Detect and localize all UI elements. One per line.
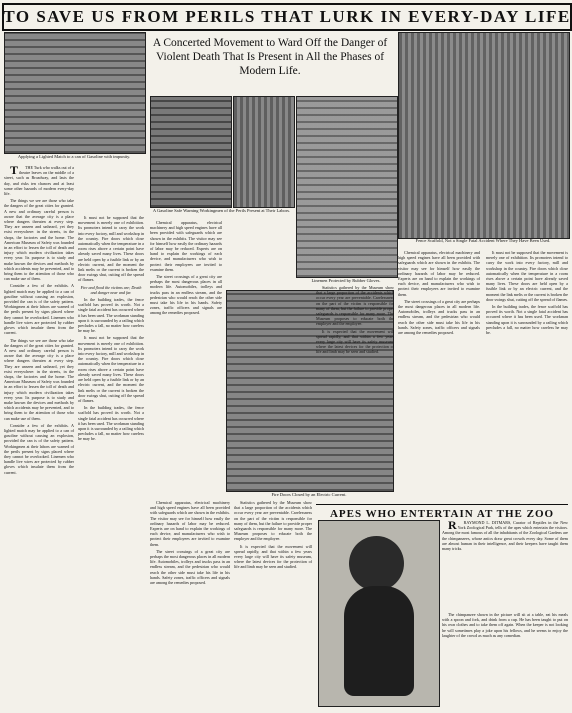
col1-more: Consider a few of the exhibits. A lighted match may be applied to a can of gasoline without causing an explosion, provided the can is of the safety pattern. Workingmen at their labors are warned of the perils present by signs placed where they cannot be overlooked. Linemen who handle live wires are protected by rubber gloves which insulate them from the current. (4, 283, 74, 336)
page-headline: TO SAVE US FROM PERILS THAT LURK IN EVERY-DAY LIFE (2, 3, 572, 31)
col2-more-repeat: In the building trades, the fence scaffold has proved its worth. Not a single fatal accident has occurred where it has been used. The workman standing upon it is surrounded by a railing which precludes a fall, no matter how careless he may be. (78, 405, 144, 442)
apes-text-b: The chimpanzee shown in the picture will sit at a table, eat his meals with a spoon and fork, and drink from a cup. He has been taught to put on his own clothes and to take them off again. When the keeper is not looking he will sometimes play a joke upon his fellows, and he seems to enjoy the laughter of the crowd as much as any comedian. (442, 612, 568, 638)
col1-more-repeat: Consider a few of the exhibits. A lighted match may be applied to a can of gasoline without causing an explosion, provided the can is of the safety pattern. Workingmen at their labors are warned of the perils present by signs placed where they cannot be overlooked. Linemen who handle live wires are protected by rubber gloves which insulate them from the current. (4, 422, 74, 475)
photo-linemen (296, 96, 398, 278)
photo-match-gasoline (4, 32, 146, 154)
col6-more: The street crossings of a great city are perhaps the most dangerous places in all modern life. Automobiles, trolleys and trucks pass in an endless stream, and the pedestrian who would reach the other side must take his life in his hands. Safety zones, traffic officers and signals are among the remedies proposed. (398, 298, 480, 336)
drop-cap: T (10, 165, 19, 177)
caption-fire-doors: Fire Doors Closed by an Electric Current. (271, 492, 347, 497)
caption-match-gasoline: Applying a Lighted Match to a can of Gasoline with impunity. (17, 154, 131, 159)
apes-text-a: RAYMOND L. DITMARS, Curator of Reptiles in the New York Zoological Park, tells of the apes which entertain the visitors. Among the most famous of all the inhabitants of the Zoological Gardens are the chimpanzees, whose antics draw great crowds every day. Some of them are almost human in their intelligence, and their keepers have taught them many tricks. (442, 520, 568, 552)
col3b-body: Chemical apparatus, electrical machinery and high speed engines have all been provided with safeguards which are shown in the exhibits. The visitor may see for himself how easily the ordinary hazards of labor may be reduced. Experts are on hand to explain the workings of each device, and manufacturers who wish to protect their employees are invited to examine them. (150, 500, 230, 547)
col6-body: Chemical apparatus, electrical machinery and high speed engines have all been provided with safeguards which are shown in the exhibits. The visitor may see for himself how easily the ordinary hazards of labor may be reduced. Experts are on hand to explain the workings of each device, and manufacturers who wish to protect their employees are invited to examine them. (398, 250, 480, 297)
col2-body: It must not be supposed that the movement is merely one of exhibition. Its promoters intend to carry the work into every factory, mill and workshop in the country. Fire doors which close automatically when the temperature in a room rises above a certain point have already saved many lives. These doors are held open by a fusible link or by an electric current, and the moment the link melts or the current is broken the door swings shut, cutting off the spread of flames. (78, 215, 144, 283)
apes-column-a (442, 520, 568, 610)
article-column-2 (78, 215, 144, 700)
col7-body: It must not be supposed that the movement is merely one of exhibition. Its promoters intend to carry the work into every factory, mill and workshop in the country. Fire doors which close automatically when the temperature in a room rises above a certain point have already saved many lives. These doors are held open by a fusible link or by an electric current, and the moment the link melts or the current is broken the door swings shut, cutting off the spread of flames. (486, 250, 568, 302)
col1-intro: THE Turk who walks out of a theatre leaves on the middle of a street, such as Broadway, and lasts the day, and risks ten chances and at least some other hazards of modern every-day life. (4, 165, 74, 197)
apes-headline: APES WHO ENTERTAIN AT THE ZOO (316, 504, 568, 520)
col3-more: The street crossings of a great city are perhaps the most dangerous places in all modern life. Automobiles, trolleys and trucks pass in an endless stream, and the pedestrian who would reach the other side must take his life in his hands. Safety zones, traffic officers and signals are among the remedies proposed. (150, 274, 222, 316)
photo-chimpanzee (318, 520, 440, 707)
caption-linemen: Linemen Protected by Rubber Gloves. (311, 278, 381, 283)
col1-body-repeat: The things we see are those who take the dangers of the great cities for granted. A new and ordinary careful person is aware that the average city is a place where dangers threaten at every step. They are unseen and unheard, yet they exist everywhere: in the streets, in the shops, the factories and the home. The American Museum of Safety was founded in an effort to lessen the toll of death and injury which modern civilization takes every year. Its purpose is to study and make known the devices and methods by which accidents may be prevented, and to bring them to the attention of those who can make use of them. (4, 337, 74, 421)
col3b-more: The street crossings of a great city are perhaps the most dangerous places in all modern life. Automobiles, trolleys and trucks pass in an endless stream, and the pedestrian who would reach the other side must take his life in his hands. Safety zones, traffic officers and signals are among the remedies proposed. (150, 548, 230, 586)
col5-more: It is expected that the movement will spread rapidly, and that within a few years every large city will have its safety museum, where the latest devices for the protection of life and limb may be seen and studied. (316, 328, 394, 355)
photo-warning-sign (233, 96, 295, 208)
col4-more: It is expected that the movement will spread rapidly, and that within a few years every large city will have its safety museum, where the latest devices for the protection of life and limb may be seen and studied. (234, 543, 312, 570)
article-column-1 (4, 165, 74, 700)
col4-body: Statistics gathered by the Museum show that a large proportion of the accidents which occur every year are preventable. Carelessness on the part of the victim is responsible for many of them, but the failure to provide proper safeguards is responsible for many more. The Museum proposes to educate both the employer and the employee. (234, 500, 312, 542)
col2-body-repeat: It must not be supposed that the movement is merely one of exhibition. Its promoters intend to carry the work into every factory, mill and workshop in the country. Fire doors which close automatically when the temperature in a room rises above a certain point have already saved many lives. These doors are held open by a fusible link or by an electric current, and the moment the link melts or the current is broken the door swings shut, cutting off the spread of flames. (78, 335, 144, 403)
article-column-4 (234, 500, 312, 700)
apes-drop-cap: R (448, 520, 457, 532)
photo-gasoline-safe (150, 96, 232, 208)
caption-fence-scaffold: Fence Scaffold, Not a Single Fatal Accident Where They Have Been Used. (415, 238, 551, 243)
photo-fence-scaffold (398, 32, 570, 239)
article-column-5 (316, 285, 394, 499)
article-column-6 (398, 250, 480, 500)
col1-body: The things we see are those who take the dangers of the great cities for granted. A new and ordinary careful person is aware that the average city is a place where dangers threaten at every step. They are unseen and unheard, yet they exist everywhere: in the streets, in the shops, the factories and the home. The American Museum of Safety was founded in an effort to lessen the toll of death and injury which modern civilization takes every year. Its purpose is to study and make known the devices and methods by which accidents may be prevented, and to bring them to the attention of those who can make use of them. (4, 198, 74, 282)
article-column-3b (150, 500, 230, 700)
article-deck: A Concerted Movement to Ward Off the Danger of Violent Death That Is Present in All the Phases of Modern Life. (152, 37, 388, 77)
apes-column-b (442, 612, 568, 704)
col5-body: Statistics gathered by the Museum show that a large proportion of the accidents which occur every year are preventable. Carelessness on the part of the victim is responsible for many of them, but the failure to provide proper safeguards is responsible for many more. The Museum proposes to educate both the employer and the employee. (316, 285, 394, 327)
caption-gasoline-safe: A Gasoline Safe Warning Workingmen of the Perils Present at Their Labors. (152, 208, 291, 213)
verse: Fire and flood the victims are; Death and danger near and far. (80, 284, 142, 295)
article-column-7 (486, 250, 568, 500)
col2-more: In the building trades, the fence scaffold has proved its worth. Not a single fatal accident has occurred where it has been used. The workman standing upon it is surrounded by a railing which precludes a fall, no matter how careless he may be. (78, 297, 144, 334)
col3-body: Chemical apparatus, electrical machinery and high speed engines have all been provided with safeguards which are shown in the exhibits. The visitor may see for himself how easily the ordinary hazards of labor may be reduced. Experts are on hand to explain the workings of each device, and manufacturers who wish to protect their employees are invited to examine them. (150, 220, 222, 272)
col7-more: In the building trades, the fence scaffold has proved its worth. Not a single fatal accident has occurred where it has been used. The workman standing upon it is surrounded by a railing which precludes a fall, no matter how careless he may be. (486, 304, 568, 336)
